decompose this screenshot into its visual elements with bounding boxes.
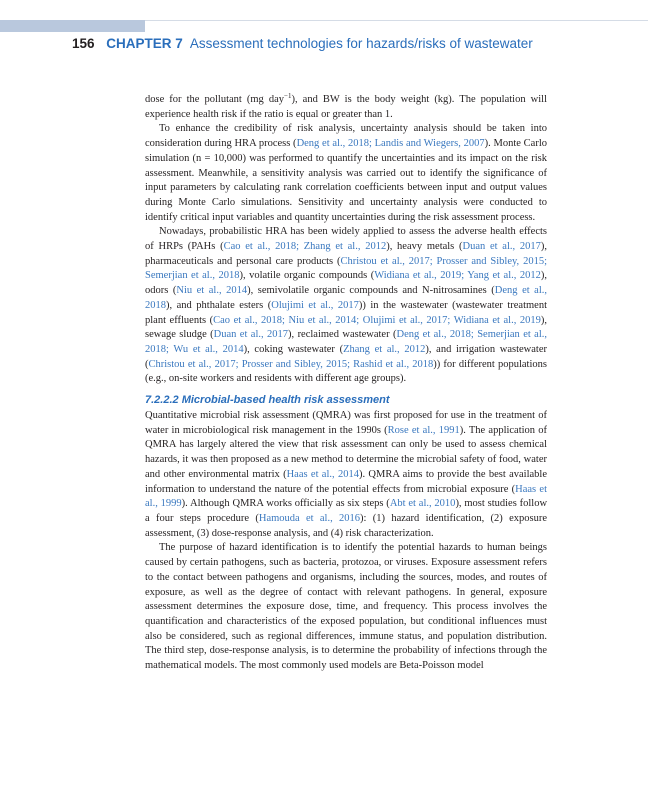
section-heading: 7.2.2.2 Microbial-based health risk assessment (145, 394, 390, 407)
citation-link[interactable]: Rose et al., 1991 (387, 424, 460, 436)
citation-link[interactable]: Duan et al., 2017 (213, 329, 289, 341)
citation-link[interactable]: Hamouda et al., 2016 (258, 512, 361, 524)
text-run: Quantitative microbial risk assessment (QMRA) was first proposed for use in the treatment of water in microbiological risk management in the 1990s ( (145, 410, 547, 436)
text-run: ). The application of QMRA has largely altered the view that risk assessment can only be used to assess chemical hazards, it was then proposed as a new method to determine the microbial safety of food, water and other environmental matrix ( (145, 424, 548, 480)
paragraph-p5 (145, 541, 547, 673)
text-run: ), most studies follow a four steps procedure ( (145, 498, 548, 524)
text-run: ). Although QMRA works officially as six steps ( (181, 498, 390, 510)
text-run: ), pharmaceuticals and personal care products ( (145, 241, 547, 267)
citation-link[interactable]: Abt et al., 2010 (389, 498, 456, 510)
citation-link[interactable]: Haas et al., 1999 (145, 483, 547, 510)
text-run: ): (1) hazard identification, (2) exposure assessment, (3) dose-response analysis, and (4) risk characterization. (145, 512, 547, 539)
citation-link[interactable]: Deng et al., 2018; Landis and Wiegers, 2007 (296, 138, 485, 150)
citation-link[interactable]: Deng et al., 2018 (145, 285, 547, 311)
text-run: )) for different populations (e.g., on-site workers and residents with different age groups). (145, 358, 547, 385)
text-run: ), volatile organic compounds ( (239, 270, 375, 282)
text-run: ), semivolatile organic compounds and N-nitrosamines ( (247, 285, 495, 297)
text-run: ). Monte Carlo simulation (n = 10,000) was performed to quantify the uncertainties and its impact on the risk assessment. Meanwhile, a sensitivity analysis was carried out to identify the significance of input parameters by calculating rank correlation coefficients between input and output values during Monte Carlo simulations. Sensitivity and uncertainty analysis were conducted to identify critical input variables and quantity uncertainties during the risk assessment process. (145, 138, 547, 223)
superscript: −1 (284, 92, 292, 100)
text-run: ), and phthalate esters ( (166, 299, 272, 311)
header-rule (145, 20, 648, 21)
paragraph-p2 (145, 122, 547, 225)
running-header (72, 36, 632, 52)
citation-link[interactable]: Widiana et al., 2019; Yang et al., 2012 (374, 270, 541, 282)
citation-link[interactable]: Cao et al., 2018; Zhang et al., 2012 (223, 241, 387, 253)
text-run: The purpose of hazard identification is to identify the potential hazards to human beings caused by certain pathogens, such as bacteria, protozoa, or viruses. Exposure assessment refers to the contact between pathogens and organisms, including the sources, modes, and routes of exposure, as well as the degree of contact with relevant pathogens. In general, exposure assessment determines the exposure dose, time, and frequency. This process involves the quantification and characteristics of the exposed population, but conditional influences must also be considered, such as regional differences, immune status, and population distribution. The third step, dose-response analysis, is to determine the probability of infections through the mathematical models. The most commonly used models are Beta-Poisson model (145, 542, 547, 672)
text-run: dose for the pollutant (mg day (145, 94, 285, 105)
text-run: Nowadays, probabilistic HRA has been widely applied to assess the adverse health effects of HRPs (PAHs ( (145, 226, 547, 253)
text-run: ), and BW is the body weight (kg). The population will experience health risk if the ratio is equal or greater than 1. (145, 94, 547, 120)
citation-link[interactable]: Olujimi et al., 2017 (271, 299, 359, 311)
text-run: )) in the wastewater (wastewater treatment plant effluents ( (145, 299, 548, 326)
page-number: 156 (72, 36, 95, 51)
text-run: ), sewage sludge ( (145, 314, 547, 341)
text-run: ), odors ( (145, 270, 547, 297)
paragraph-p3 (145, 225, 547, 387)
text-run: ), coking wastewater ( (243, 343, 344, 355)
paragraph-p4 (145, 409, 547, 541)
body-text (145, 93, 547, 674)
citation-link[interactable]: Cao et al., 2018; Niu et al., 2014; Olujimi et al., 2017; Widiana et al., 2019 (213, 314, 541, 326)
paragraph-p1 (145, 93, 547, 122)
citation-link[interactable]: Christou et al., 2017; Prosser and Sibley, 2015; Rashid et al., 2018 (148, 358, 434, 370)
header-color-bar (0, 20, 145, 32)
citation-link[interactable]: Haas et al., 2014 (286, 468, 359, 480)
text-run: ), reclaimed wastewater ( (288, 329, 397, 341)
chapter-title: Assessment technologies for hazards/risks of wastewater (189, 36, 533, 51)
citation-link[interactable]: Zhang et al., 2012 (343, 343, 426, 355)
text-run: To enhance the credibility of risk analysis, uncertainty analysis should be taken into consideration during HRA process ( (145, 123, 547, 150)
text-run: ), heavy metals ( (386, 241, 463, 253)
citation-link[interactable]: Christou et al., 2017; Prosser and Sibley, 2015; Semerjian et al., 2018 (145, 255, 547, 282)
citation-link[interactable]: Duan et al., 2017 (462, 241, 541, 253)
citation-link[interactable]: Deng et al., 2018; Semerjian et al., 2018; Wu et al., 2014 (145, 329, 548, 355)
text-run: ), and irrigation wastewater ( (145, 343, 547, 370)
citation-link[interactable]: Niu et al., 2014 (176, 285, 248, 297)
text-run: ). QMRA aims to provide the best available information to understand the nature of the potential effects from microbial exposure ( (145, 468, 547, 495)
chapter-label: CHAPTER 7 (106, 36, 183, 51)
